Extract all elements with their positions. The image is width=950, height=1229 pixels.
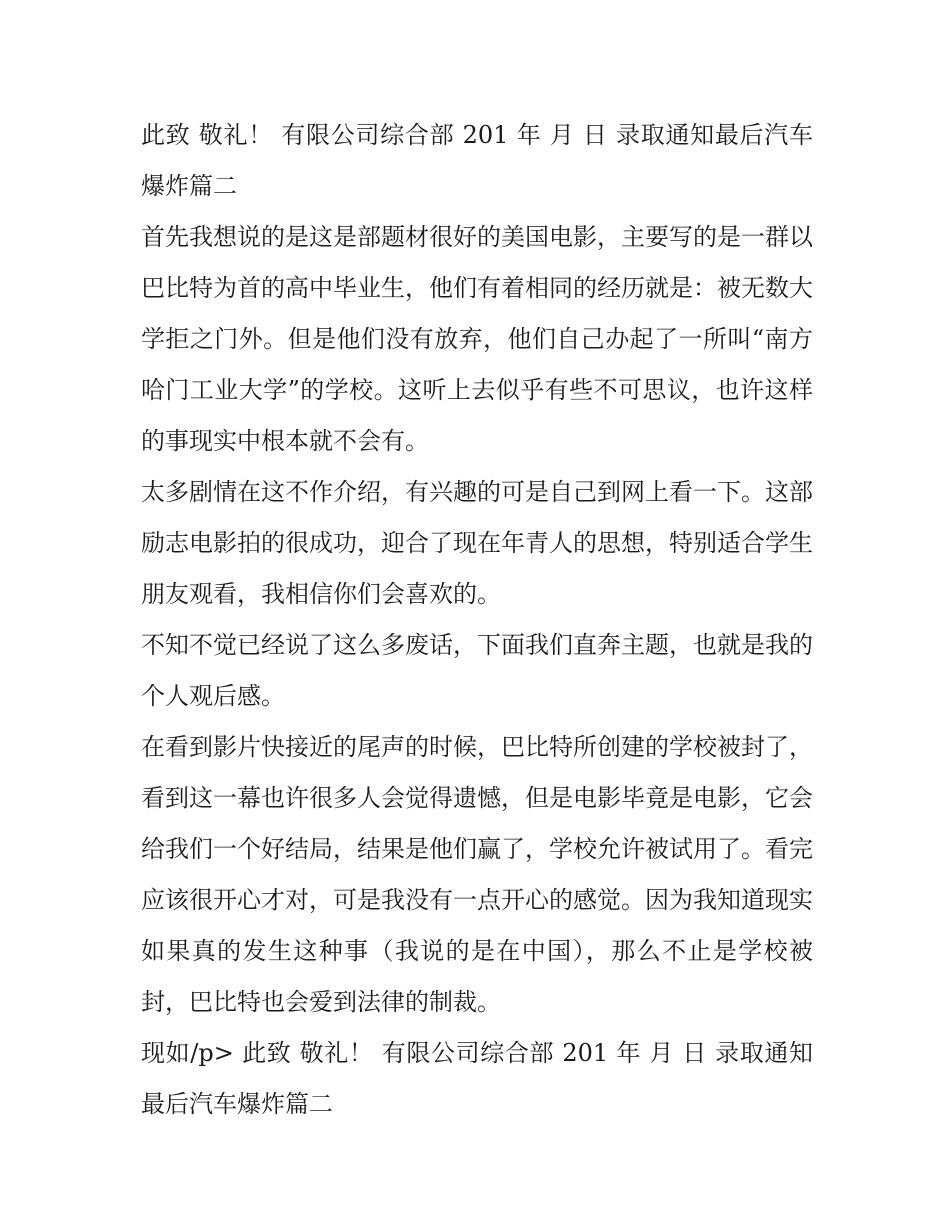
paragraph-reflection: 在看到影片快接近的尾声的时候，巴比特所创建的学校被封了，看到这一幕也许很多人会觉得遗憾，但是电影毕竟是电影，它会给我们一个好结局，结果是他们赢了，学校允许被试用了。看完应该很开心才对，可是我没有一点开心的感觉。因为我知道现实如果真的发生这种事（我说的是在中国），那么不止是学校被封，巴比特也会爱到法律的制裁。 [141, 733, 813, 1016]
paragraph-closing-footer: 现如/p> 此致 敬礼！ 有限公司综合部 201 年 月 日 录取通知最后汽车爆炸篇二 [141, 1039, 813, 1118]
paragraph-intro: 首先我想说的是这是部题材很好的美国电影，主要写的是一群以巴比特为首的高中毕业生，他们有着相同的经历就是：被无数大学拒之门外。但是他们没有放弃，他们自己办起了一所叫“南方哈门工业大学”的学校。这听上去似乎有些不可思议，也许这样的事现实中根本就不会有。 [141, 223, 813, 455]
document-page [141, 110, 813, 1130]
paragraph-closing-header: 此致 敬礼！ 有限公司综合部 201 年 月 日 录取通知最后汽车爆炸篇二 [141, 121, 813, 200]
paragraph-transition: 不知不觉已经说了这么多废话，下面我们直奔主题，也就是我的个人观后感。 [141, 631, 813, 710]
paragraph-plot: 太多剧情在这不作介绍，有兴趣的可是自己到网上看一下。这部励志电影拍的很成功，迎合了现在年青人的思想，特别适合学生朋友观看，我相信你们会喜欢的。 [141, 478, 813, 608]
